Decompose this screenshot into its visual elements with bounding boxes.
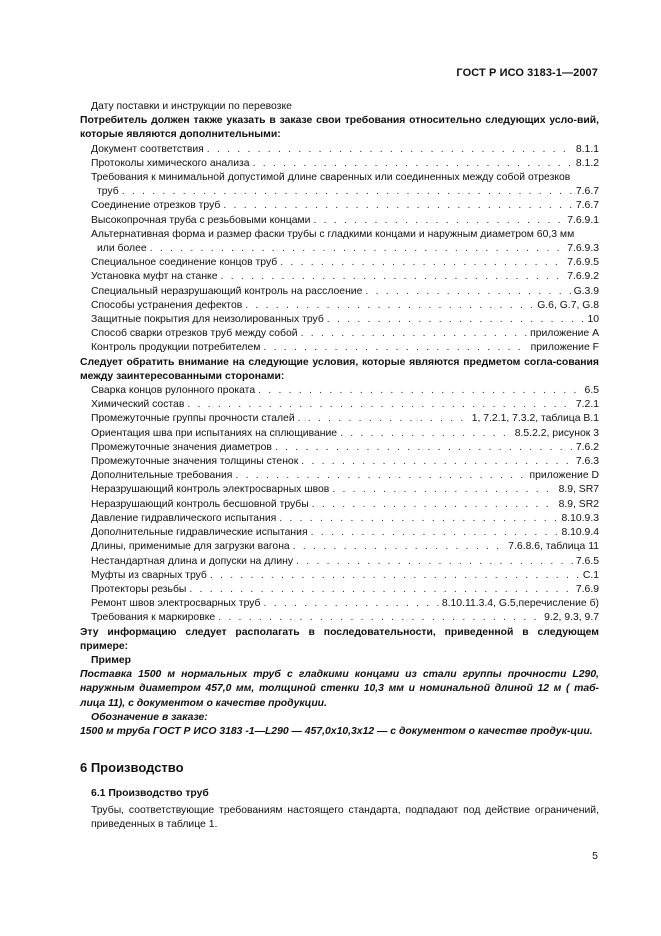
example-title: Пример [91,654,132,666]
list-item-reference: 7.6.9 [575,583,599,595]
list-item-reference: 7.6.8.6, таблица 11 [508,541,599,553]
list-item-label: Способ сварки отрезков труб между собой [91,328,298,340]
leader-dots [312,498,556,512]
list-item-reference: 8.10.11.3.4, G.5,перечисление б) [441,598,599,610]
list-item-label: Промежуточные группы прочности сталей [91,413,295,425]
list-item-label: Ремонт швов электросварных труб [91,598,261,610]
list-item-label: Протекторы резьбы [91,583,187,595]
additional-requirements-list [91,143,599,356]
list-item-text: Альтернативная форма и размер фаски трубы с гладкими концами и наружным диаметром 60,3 мм [91,228,575,240]
list-item-reference: G.3.9 [573,285,599,297]
list-item-label: Контроль продукции потребителем [91,342,261,354]
section-6-1-text: Трубы, соответствующие требованиям настоящего стандарта, подпадают под действие ограничений, приведенных в таблице 1. [91,804,599,830]
leader-dots [275,441,573,455]
list-item-reference: 7.6.7 [575,200,599,212]
leader-dots [301,327,527,341]
leader-dots [258,384,581,398]
list-item-reference: G.6, G.7, G.8 [537,299,599,311]
leader-dots [280,256,564,270]
list-item [91,285,599,299]
leader-dots [327,313,585,327]
list-item-label: Дополнительные гидравлические испытания [91,527,308,539]
list-item-reference: 7.6.7 [575,186,599,198]
list-item-label: Нестандартная длина и допуски на длину [91,555,294,567]
leader-dots [218,611,541,625]
list-item-label: Муфты из сварных труб [91,569,207,581]
list-item [91,583,599,597]
designation-title: Обозначение в заказе: [91,711,208,723]
list-item-label: Соединение отрезков труб [91,200,221,212]
leader-dots [365,285,570,299]
list-item [91,327,599,341]
list-item-continuation: труб [97,186,119,198]
list-item-reference: 8.1.1 [575,143,599,155]
list-item-label: Защитные покрытия для неизолированных труб [91,314,324,326]
list-item [91,256,599,270]
paragraph-additional-requirements: Потребитель должен также указать в заказе свои требования относительно следующих усло-вий, которые являются дополнительными: [80,115,599,141]
list-item [91,555,599,569]
list-item [91,498,599,512]
list-item-label: Химический состав [91,399,185,411]
page-number: 5 [592,850,598,862]
leader-dots [301,455,573,469]
leader-dots [340,427,512,441]
intro-line: Дату поставки и инструкции по перевозке [91,101,292,112]
list-item [91,540,599,554]
list-item-label: Неразрушающий контроль электросварных швов [91,484,330,496]
section-6-1-title: 6.1 Производство труб [91,788,209,800]
list-item [91,313,599,327]
list-item-reference: 8.10.9.4 [561,527,599,539]
list-item [91,214,599,228]
list-item [91,569,599,583]
list-item-reference: 8.9, SR7 [558,484,599,496]
list-item [91,299,599,313]
page-content [80,100,599,832]
list-item-label: Специальное соединение концов труб [91,257,278,269]
list-item [91,384,599,398]
leader-dots [298,412,469,426]
leader-dots [150,242,565,256]
list-item [91,157,599,171]
designation-text: 1500 м труба ГОСТ Р ИСО 3183 -1—L290 — 457,0х10,3х12 — с документом о качестве продук-ции. [80,725,593,737]
leader-dots [223,199,573,213]
list-item-label: Промежуточные значения толщины стенок [91,456,299,468]
paragraph-agreement-conditions: Следует обратить внимание на следующие условия, которые являются предметом согла-сования между заинтересованными сторонами: [80,356,599,382]
list-item [91,455,599,469]
list-item-label: Протоколы химического анализа [91,157,250,169]
list-item-reference: приложение А [530,328,599,340]
list-item-reference: 7.6.9.2 [567,271,599,283]
leader-dots [210,569,580,583]
list-item-label: Ориентация шва при испытаниях на сплющивание [91,427,338,439]
list-item [91,483,599,497]
example-text: Поставка 1500 м нормальных труб с гладкими концами из стали группы прочности L290, наружным диаметром 457,0 мм, толщиной стенки 10,3 мм и номинальной длиной 12 м ( таб-лица 11), с документом о качестве продукции. [80,669,599,709]
list-item-reference: 7.6.2 [575,441,599,453]
list-item-label: Установка муфт на станке [91,271,218,283]
list-item-label: Промежуточные значения диаметров [91,441,272,453]
list-item-label: Давление гидравлического испытания [91,512,277,524]
leader-dots [279,512,558,526]
section-6-title: 6 Производство [80,760,184,776]
list-item-label: Специальный неразрушающий контроль на расслоение [91,285,363,297]
list-item-reference: С.1 [582,569,599,581]
leader-dots [235,469,526,483]
list-item [91,512,599,526]
list-item-reference: 8.9, SR2 [558,498,599,510]
list-item-reference: 7.6.3 [575,456,599,468]
list-item-label: Дополнительные требования [91,470,233,482]
list-item [91,441,599,455]
list-item [91,469,599,483]
list-item-label: Неразрушающий контроль бесшовной трубы [91,498,309,510]
leader-dots [313,214,564,228]
list-item-reference: 8.1.2 [575,157,599,169]
list-item-reference: 7.6.9.5 [567,257,599,269]
list-item-reference: приложение F [530,342,599,354]
list-item-label: Длины, применимые для загрузки вагона [91,541,290,553]
leader-dots [187,398,573,412]
list-item [91,270,599,284]
list-item [91,143,599,157]
list-item-reference: 6.5 [584,385,599,397]
list-item-reference: 9.2, 9.3, 9.7 [544,612,599,624]
leader-dots [253,157,573,171]
list-item-label: Сварка концов рулонного проката [91,385,256,397]
leader-dots [332,483,555,497]
list-item [91,412,599,426]
list-item-reference: 8.10.9.3 [561,512,599,524]
leader-dots [245,299,534,313]
list-item-reference: 7.6.5 [575,555,599,567]
list-item-reference: 7.6.9.3 [567,243,599,255]
list-item-label: Документ соответствия [91,143,204,155]
leader-dots [293,540,506,554]
list-item [91,611,599,625]
list-item [91,341,599,355]
list-item [91,185,599,199]
list-item [91,199,599,213]
agreement-conditions-list [91,384,599,625]
paragraph-sequence: Эту информацию следует располагать в последовательности, приведенной в следующем примере: [80,626,599,652]
leader-dots [221,270,565,284]
list-item-reference: приложение D [529,470,599,482]
list-item-reference: 8.5.2.2, рисунок 3 [514,427,599,439]
list-item-text: Требования к минимальной допустимой длине сваренных или соединенных между собой отрезков [91,172,571,184]
list-item [91,526,599,540]
standard-header: ГОСТ Р ИСО 3183-1—2007 [456,67,598,79]
list-item-label: Требования к маркировке [91,612,216,624]
list-item [91,597,599,611]
leader-dots [311,526,559,540]
leader-dots [207,143,573,157]
leader-dots [122,185,573,199]
list-item-reference: 7.2.1 [575,399,599,411]
list-item-reference: 7.6.9.1 [567,214,599,226]
leader-dots [189,583,573,597]
list-item-reference: 1, 7.2.1, 7.3.2, таблица В.1 [471,413,599,425]
list-item-reference: 10 [587,314,599,326]
list-item [91,398,599,412]
leader-dots [263,341,527,355]
list-item-label: Способы устранения дефектов [91,299,243,311]
leader-dots [264,597,439,611]
list-item [91,242,599,256]
list-item-label: Высокопрочная труба с резьбовыми концами [91,214,311,226]
list-item [91,427,599,441]
list-item-continuation: или более [97,243,147,255]
leader-dots [296,555,573,569]
